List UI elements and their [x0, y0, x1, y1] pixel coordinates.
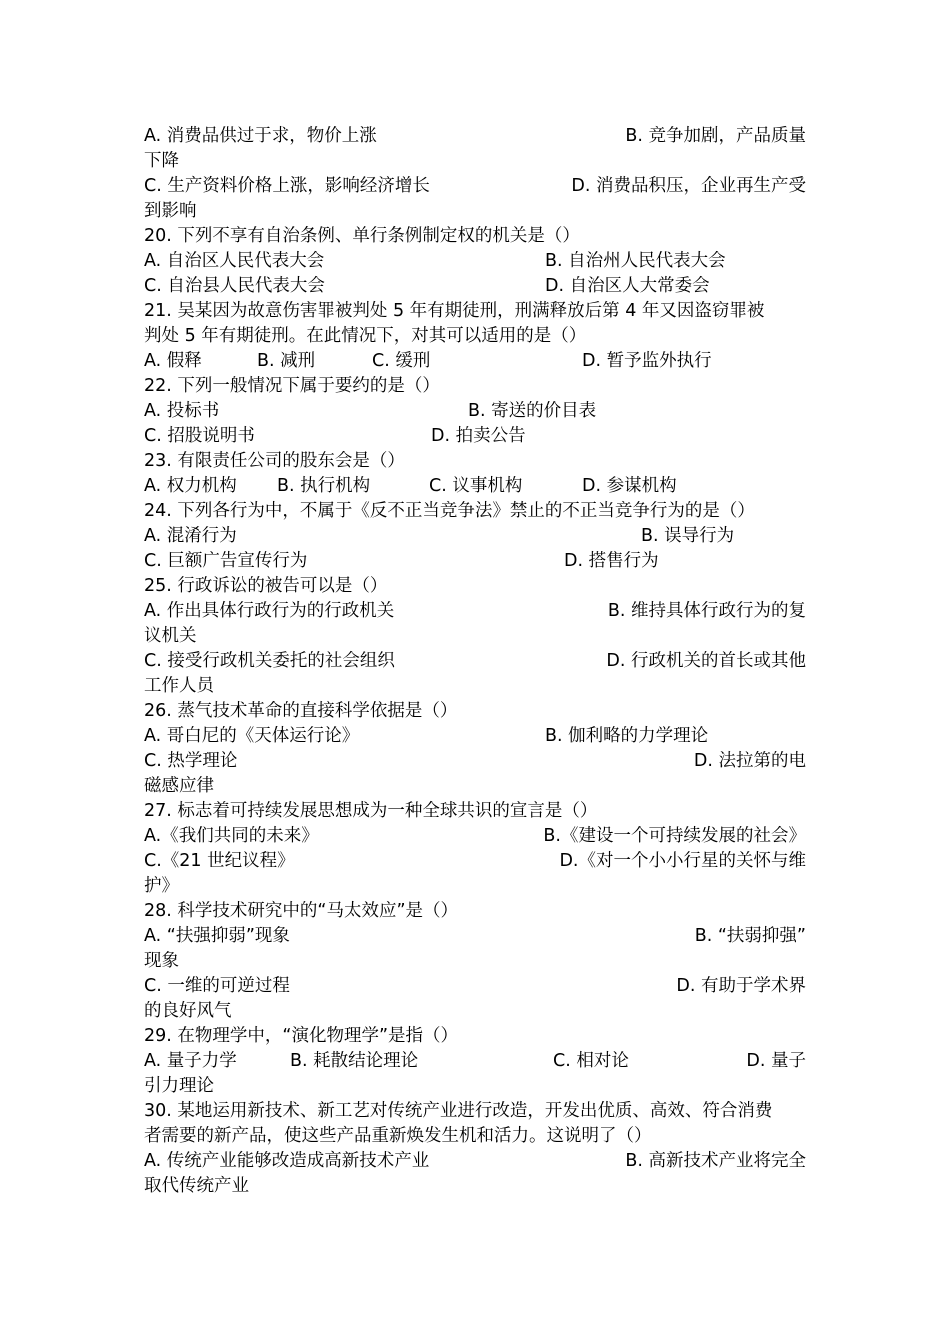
text-line — [144, 1174, 806, 1199]
text-segment: C. 议事机构 — [429, 476, 523, 496]
text-segment: A. 自治区人民代表大会 — [144, 251, 325, 271]
text-segment: A. 传统产业能够改造成高新技术产业 — [144, 1151, 430, 1171]
text-segment: B. 维持具体行政行为的复 — [607, 601, 806, 621]
text-segment: B. 伽利略的力学理论 — [545, 726, 709, 746]
text-segment: 护》 — [144, 876, 179, 896]
text-segment: C. 生产资料价格上涨，影响经济增长 — [144, 176, 430, 196]
text-segment: D. 拍卖公告 — [431, 426, 526, 446]
text-segment: 26. 蒸气技术革命的直接科学依据是（） — [144, 701, 458, 721]
text-line — [144, 624, 806, 649]
text-segment: D. 法拉第的电 — [693, 751, 806, 771]
text-line — [144, 824, 806, 849]
text-line — [144, 399, 806, 424]
text-segment: A.《我们共同的未来》 — [144, 826, 319, 846]
text-line — [144, 549, 806, 574]
text-segment: A. 假释 — [144, 351, 202, 371]
text-segment: C. 相对论 — [553, 1051, 629, 1071]
text-line — [144, 1049, 806, 1074]
text-line — [144, 324, 806, 349]
text-segment: A. 作出具体行政行为的行政机关 — [144, 601, 395, 621]
text-segment: 判处 5 年有期徒刑。在此情况下，对其可以适用的是（） — [144, 326, 587, 346]
text-line — [144, 724, 806, 749]
text-segment: C. 巨额广告宣传行为 — [144, 551, 308, 571]
text-segment: A. 混淆行为 — [144, 526, 237, 546]
text-line — [144, 1074, 806, 1099]
text-segment: C. 热学理论 — [144, 751, 238, 771]
text-segment: C. 招股说明书 — [144, 426, 255, 446]
text-line — [144, 649, 806, 674]
text-line — [144, 474, 806, 499]
text-line — [144, 374, 806, 399]
text-line — [144, 974, 806, 999]
text-line — [144, 1099, 806, 1124]
exam-page — [144, 124, 806, 1199]
text-line — [144, 299, 806, 324]
text-segment: 磁感应律 — [144, 776, 214, 796]
text-line — [144, 1024, 806, 1049]
text-line — [144, 1149, 806, 1174]
text-segment: D. 参谋机构 — [582, 476, 677, 496]
text-segment: D.《对一个小小行星的关怀与维 — [559, 851, 806, 871]
text-line — [144, 424, 806, 449]
text-segment: A. 投标书 — [144, 401, 220, 421]
text-segment: D. 搭售行为 — [564, 551, 659, 571]
text-segment: 30. 某地运用新技术、新工艺对传统产业进行改造，开发出优质、高效、符合消费 — [144, 1101, 773, 1121]
text-segment: B. 竞争加剧，产品质量 — [625, 126, 806, 146]
text-line — [144, 699, 806, 724]
text-line — [144, 999, 806, 1024]
text-segment: B.《建设一个可持续发展的社会》 — [543, 826, 806, 846]
text-line — [144, 249, 806, 274]
text-line — [144, 524, 806, 549]
text-segment: C.《21 世纪议程》 — [144, 851, 295, 871]
text-segment: D. 有助于学术界 — [676, 976, 806, 996]
text-segment: B. 高新技术产业将完全 — [625, 1151, 806, 1171]
text-line — [144, 874, 806, 899]
text-line — [144, 224, 806, 249]
text-segment: A. “扶强抑弱”现象 — [144, 926, 290, 946]
text-line — [144, 924, 806, 949]
text-segment: B. 寄送的价目表 — [468, 401, 597, 421]
text-line — [144, 174, 806, 199]
text-segment: 23. 有限责任公司的股东会是（） — [144, 451, 405, 471]
text-segment: D. 行政机关的首长或其他 — [606, 651, 806, 671]
text-line — [144, 499, 806, 524]
text-segment: A. 量子力学 — [144, 1051, 237, 1071]
text-line — [144, 899, 806, 924]
text-segment: 20. 下列不享有自治条例、单行条例制定权的机关是（） — [144, 226, 580, 246]
text-segment: B. 执行机构 — [277, 476, 371, 496]
text-segment: 工作人员 — [144, 676, 214, 696]
text-segment: 到影响 — [144, 201, 197, 221]
text-segment: 28. 科学技术研究中的“马太效应”是（） — [144, 901, 459, 921]
text-segment: B. 误导行为 — [641, 526, 735, 546]
text-line — [144, 774, 806, 799]
text-segment: 的良好风气 — [144, 1001, 232, 1021]
text-segment: D. 暂予监外执行 — [582, 351, 712, 371]
text-line — [144, 1124, 806, 1149]
text-line — [144, 949, 806, 974]
text-line — [144, 674, 806, 699]
text-segment: 27. 标志着可持续发展思想成为一种全球共识的宣言是（） — [144, 801, 598, 821]
text-segment: B. 自治州人民代表大会 — [545, 251, 726, 271]
text-line — [144, 574, 806, 599]
text-segment: 22. 下列一般情况下属于要约的是（） — [144, 376, 440, 396]
text-segment: A. 哥白尼的《天体运行论》 — [144, 726, 360, 746]
text-line — [144, 124, 806, 149]
text-segment: C. 一维的可逆过程 — [144, 976, 290, 996]
text-segment: A. 权力机构 — [144, 476, 237, 496]
text-line — [144, 274, 806, 299]
text-segment: 25. 行政诉讼的被告可以是（） — [144, 576, 388, 596]
text-segment: A. 消费品供过于求，物价上涨 — [144, 126, 377, 146]
text-line — [144, 449, 806, 474]
text-line — [144, 849, 806, 874]
text-segment: C. 缓刑 — [372, 351, 431, 371]
text-segment: 者需要的新产品，使这些产品重新焕发生机和活力。这说明了（） — [144, 1126, 652, 1146]
text-segment: D. 消费品积压，企业再生产受 — [571, 176, 806, 196]
text-segment: 取代传统产业 — [144, 1176, 249, 1196]
text-segment: 引力理论 — [144, 1076, 214, 1096]
text-segment: 29. 在物理学中，“演化物理学”是指（） — [144, 1026, 459, 1046]
text-line — [144, 349, 806, 374]
text-line — [144, 599, 806, 624]
text-line — [144, 749, 806, 774]
text-segment: B. “扶弱抑强” — [694, 926, 806, 946]
text-segment: 下降 — [144, 151, 179, 171]
text-line — [144, 199, 806, 224]
text-segment: D. 自治区人大常委会 — [545, 276, 710, 296]
text-segment: 议机关 — [144, 626, 197, 646]
text-segment: C. 自治县人民代表大会 — [144, 276, 325, 296]
text-segment: B. 减刑 — [257, 351, 316, 371]
text-segment: 现象 — [144, 951, 179, 971]
text-segment: 21. 吴某因为故意伤害罪被判处 5 年有期徒刑，刑满释放后第 4 年又因盗窃罪被 — [144, 301, 765, 321]
text-segment: D. 量子 — [746, 1051, 806, 1071]
text-segment: C. 接受行政机关委托的社会组织 — [144, 651, 395, 671]
text-segment: B. 耗散结论理论 — [290, 1051, 419, 1071]
text-line — [144, 149, 806, 174]
text-line — [144, 799, 806, 824]
text-segment: 24. 下列各行为中，不属于《反不正当竞争法》禁止的不正当竞争行为的是（） — [144, 501, 755, 521]
